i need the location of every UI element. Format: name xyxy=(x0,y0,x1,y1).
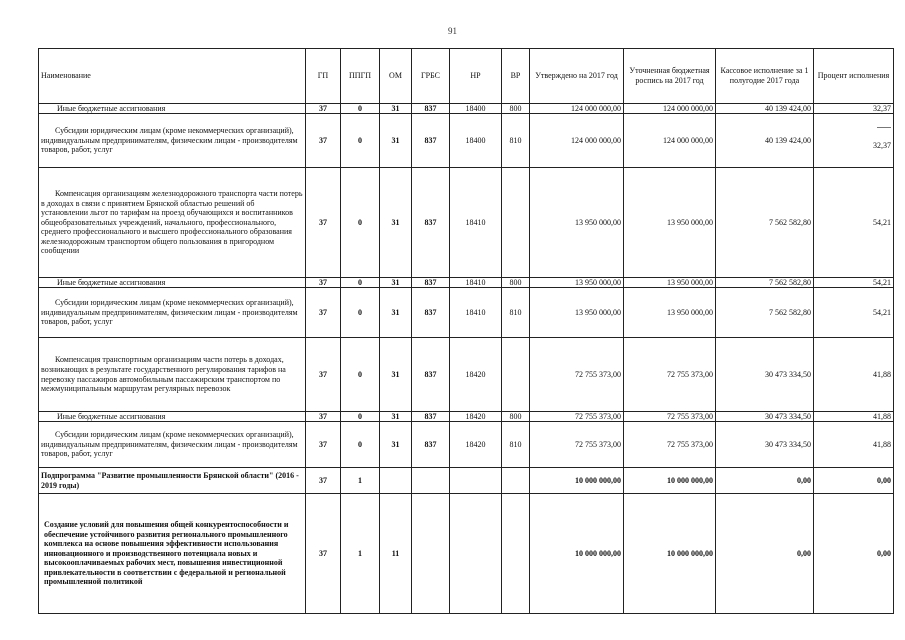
cell-ir: 18420 xyxy=(450,422,502,468)
cell-om: 31 xyxy=(380,422,412,468)
col-header-vr: ВР xyxy=(502,49,530,104)
cell-ppgp: 0 xyxy=(341,114,380,168)
cell-vr xyxy=(502,494,530,614)
row-name: Компенсация организациям железнодорожного транспорта части потерь в доходах в связи с принятием Брянской областью решений об установлении льгот по тарифам на проезд обучающихся и воспитанников общеобразовательных учреждений, начального, профессионального, среднего профессионального и высшего профессионального образования железнодорожным транспортом общего пользования в пригородном сообщении xyxy=(39,168,306,278)
cell-grbs: 837 xyxy=(412,338,450,412)
cell-gp: 37 xyxy=(306,168,341,278)
cell-ppgp: 0 xyxy=(341,278,380,288)
cell-approved: 13 950 000,00 xyxy=(530,168,624,278)
cell-percent: 41,88 xyxy=(814,338,894,412)
cell-approved: 13 950 000,00 xyxy=(530,288,624,338)
cell-approved: 10 000 000,00 xyxy=(530,494,624,614)
row-name: Субсидии юридическим лицам (кроме некоммерческих организаций), индивидуальным предпринимателям, физическим лицам - производителям товаров, работ, услуг xyxy=(39,422,306,468)
cell-percent-value: 32,37 xyxy=(873,140,891,150)
table-row xyxy=(39,104,894,114)
cell-revised: 10 000 000,00 xyxy=(624,468,716,494)
cell-revised: 72 755 373,00 xyxy=(624,422,716,468)
cell-percent: 32,37 xyxy=(814,104,894,114)
cell-ir xyxy=(450,468,502,494)
cell-gp: 37 xyxy=(306,104,341,114)
cell-approved: 124 000 000,00 xyxy=(530,114,624,168)
row-name: Компенсация транспортным организациям части потерь в доходах, возникающих в результате государственного регулирования тарифов на перевозку пассажиров автомобильным пассажирским транспортом по межмуниципальным маршрутам регулярных перевозок xyxy=(39,338,306,412)
cell-percent: 54,21 xyxy=(814,168,894,278)
table-row-subprogram xyxy=(39,468,894,494)
cell-ppgp: 1 xyxy=(341,468,380,494)
cell-percent: 54,21 xyxy=(814,278,894,288)
cell-om xyxy=(380,468,412,494)
cell-cash: 7 562 582,80 xyxy=(716,168,814,278)
cell-ppgp: 0 xyxy=(341,338,380,412)
cell-ir: 18420 xyxy=(450,338,502,412)
cell-grbs: 837 xyxy=(412,278,450,288)
cell-percent: 41,88 xyxy=(814,412,894,422)
cell-gp: 37 xyxy=(306,288,341,338)
cell-ir: 18400 xyxy=(450,104,502,114)
cell-grbs: 837 xyxy=(412,422,450,468)
col-header-om: ОМ xyxy=(380,49,412,104)
cell-ir xyxy=(450,494,502,614)
cell-approved: 72 755 373,00 xyxy=(530,412,624,422)
col-header-cash: Кассовое исполнение за 1 полугодие 2017 года xyxy=(716,49,814,104)
cell-percent: 54,21 xyxy=(814,288,894,338)
table-row xyxy=(39,288,894,338)
cell-revised: 124 000 000,00 xyxy=(624,114,716,168)
row-name: Иные бюджетные ассигнования xyxy=(39,104,306,114)
cell-gp: 37 xyxy=(306,338,341,412)
cell-om: 31 xyxy=(380,114,412,168)
cell-grbs: 837 xyxy=(412,412,450,422)
row-name: Иные бюджетные ассигнования xyxy=(39,278,306,288)
row-name: Создание условий для повышения общей конкурентоспособности и обеспечение устойчивого развития регионального промышленного комплекса на основе повышения эффективности использования инновационного и производственного потенциала новых и высокооплачиваемых рабочих мест, повышения инвестиционной привлекательности в соответствии с федеральной и региональной промышленной политикой xyxy=(39,494,306,614)
cell-cash: 0,00 xyxy=(716,468,814,494)
cell-vr: 810 xyxy=(502,288,530,338)
table-row xyxy=(39,412,894,422)
budget-execution-table xyxy=(38,48,894,614)
cell-ppgp: 0 xyxy=(341,288,380,338)
cell-percent: 0,00 xyxy=(814,468,894,494)
cell-grbs: 837 xyxy=(412,114,450,168)
cell-ir: 18400 xyxy=(450,114,502,168)
row-name: Подпрограмма "Развитие промышленности Брянской области" (2016 - 2019 годы) xyxy=(39,468,306,494)
cell-revised: 124 000 000,00 xyxy=(624,104,716,114)
table-row xyxy=(39,338,894,412)
cell-grbs: 837 xyxy=(412,104,450,114)
cell-gp: 37 xyxy=(306,412,341,422)
cell-vr: 800 xyxy=(502,104,530,114)
cell-gp: 37 xyxy=(306,278,341,288)
cell-ppgp: 0 xyxy=(341,168,380,278)
cell-vr xyxy=(502,338,530,412)
cell-revised: 72 755 373,00 xyxy=(624,338,716,412)
cell-ir: 18420 xyxy=(450,412,502,422)
col-header-name: Наименование xyxy=(39,49,306,104)
cell-om: 11 xyxy=(380,494,412,614)
cell-vr xyxy=(502,168,530,278)
cell-revised: 13 950 000,00 xyxy=(624,278,716,288)
cell-cash: 40 139 424,00 xyxy=(716,104,814,114)
cell-gp: 37 xyxy=(306,422,341,468)
cell-grbs: 837 xyxy=(412,288,450,338)
col-header-ppgp: ППГП xyxy=(341,49,380,104)
cell-ppgp: 0 xyxy=(341,412,380,422)
cell-approved: 10 000 000,00 xyxy=(530,468,624,494)
cell-om: 31 xyxy=(380,278,412,288)
strikethrough-mark xyxy=(877,127,891,128)
col-header-percent: Процент исполнения xyxy=(814,49,894,104)
cell-approved: 13 950 000,00 xyxy=(530,278,624,288)
cell-gp: 37 xyxy=(306,114,341,168)
cell-vr: 810 xyxy=(502,114,530,168)
table-row xyxy=(39,168,894,278)
cell-grbs: 837 xyxy=(412,168,450,278)
row-name: Субсидии юридическим лицам (кроме некоммерческих организаций), индивидуальным предпринимателям, физическим лицам - производителям товаров, работ, услуг xyxy=(39,288,306,338)
cell-cash: 30 473 334,50 xyxy=(716,412,814,422)
cell-cash: 0,00 xyxy=(716,494,814,614)
cell-revised: 13 950 000,00 xyxy=(624,288,716,338)
cell-vr: 810 xyxy=(502,422,530,468)
col-header-grbs: ГРБС xyxy=(412,49,450,104)
cell-ir: 18410 xyxy=(450,278,502,288)
cell-vr xyxy=(502,468,530,494)
cell-ppgp: 0 xyxy=(341,422,380,468)
cell-percent: 41,88 xyxy=(814,422,894,468)
table-row-main-activity xyxy=(39,494,894,614)
cell-revised: 72 755 373,00 xyxy=(624,412,716,422)
cell-om: 31 xyxy=(380,168,412,278)
cell-om: 31 xyxy=(380,104,412,114)
col-header-approved: Утверждено на 2017 год xyxy=(530,49,624,104)
cell-gp: 37 xyxy=(306,468,341,494)
cell-approved: 72 755 373,00 xyxy=(530,338,624,412)
col-header-gp: ГП xyxy=(306,49,341,104)
cell-approved: 72 755 373,00 xyxy=(530,422,624,468)
cell-cash: 40 139 424,00 xyxy=(716,114,814,168)
cell-om: 31 xyxy=(380,288,412,338)
cell-revised: 10 000 000,00 xyxy=(624,494,716,614)
cell-gp: 37 xyxy=(306,494,341,614)
cell-ppgp: 1 xyxy=(341,494,380,614)
cell-percent: 0,00 xyxy=(814,494,894,614)
cell-percent xyxy=(814,114,894,168)
cell-cash: 30 473 334,50 xyxy=(716,338,814,412)
cell-om: 31 xyxy=(380,412,412,422)
row-name: Субсидии юридическим лицам (кроме некоммерческих организаций), индивидуальным предпринимателям, физическим лицам - производителям товаров, работ, услуг xyxy=(39,114,306,168)
cell-cash: 7 562 582,80 xyxy=(716,278,814,288)
cell-ppgp: 0 xyxy=(341,104,380,114)
col-header-revised: Уточненная бюджетная роспись на 2017 год xyxy=(624,49,716,104)
cell-revised: 13 950 000,00 xyxy=(624,168,716,278)
table-header-row xyxy=(39,49,894,104)
col-header-ir: НР xyxy=(450,49,502,104)
cell-ir: 18410 xyxy=(450,288,502,338)
cell-om: 31 xyxy=(380,338,412,412)
cell-vr: 800 xyxy=(502,412,530,422)
row-name: Иные бюджетные ассигнования xyxy=(39,412,306,422)
cell-grbs xyxy=(412,468,450,494)
cell-cash: 7 562 582,80 xyxy=(716,288,814,338)
table-row xyxy=(39,422,894,468)
page-number: 91 xyxy=(448,26,457,36)
cell-vr: 800 xyxy=(502,278,530,288)
cell-grbs xyxy=(412,494,450,614)
cell-approved: 124 000 000,00 xyxy=(530,104,624,114)
cell-cash: 30 473 334,50 xyxy=(716,422,814,468)
table-row xyxy=(39,278,894,288)
cell-ir: 18410 xyxy=(450,168,502,278)
table-row xyxy=(39,114,894,168)
